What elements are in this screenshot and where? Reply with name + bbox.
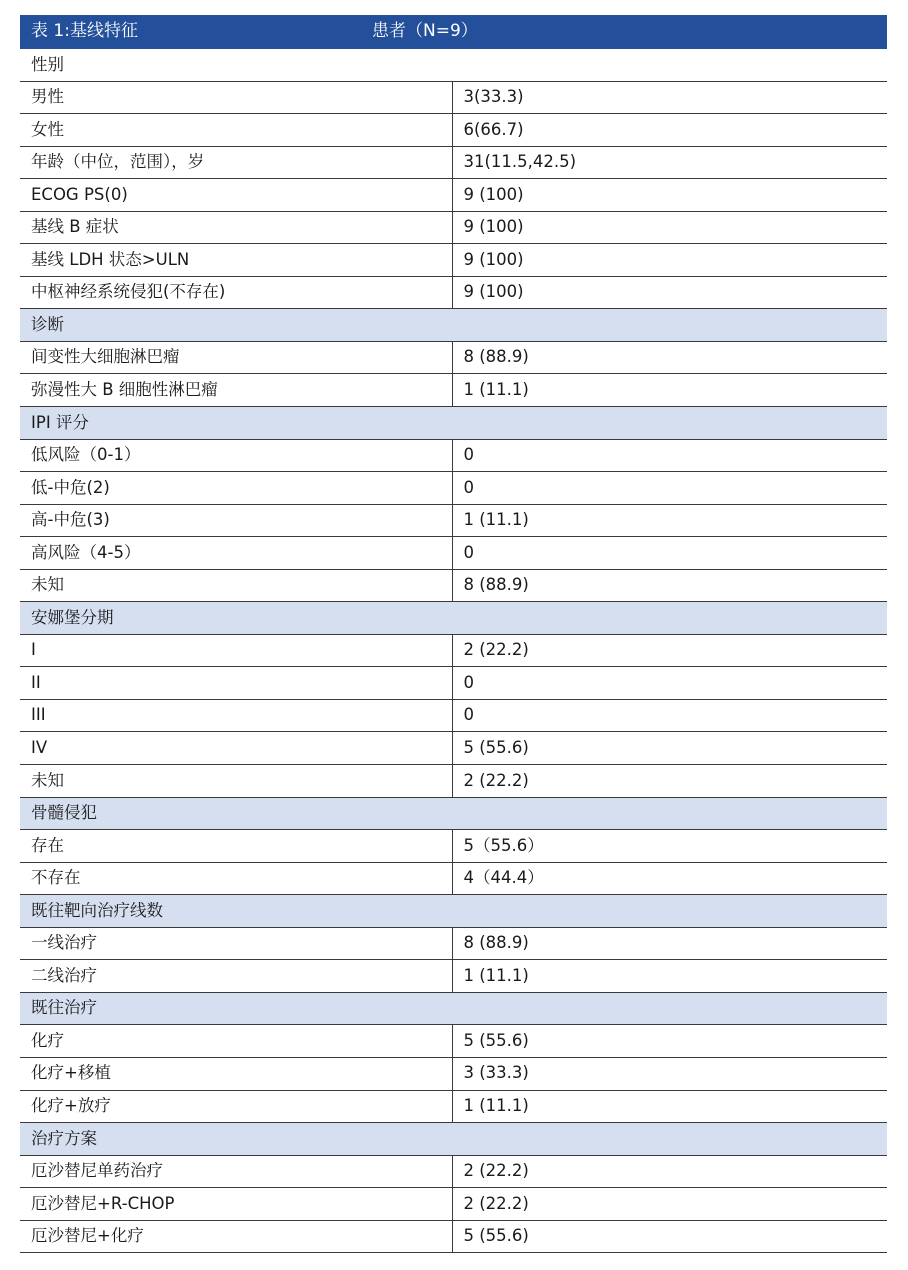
row-value: 9 (100) <box>452 244 887 277</box>
row-label: 年龄（中位，范围），岁 <box>20 146 452 179</box>
row-label: 未知 <box>20 765 452 798</box>
section-header-row <box>20 1123 887 1156</box>
row-value: 1 (11.1) <box>452 374 887 407</box>
row-value: 5 (55.6) <box>452 732 887 765</box>
row-label: II <box>20 667 452 700</box>
table-row <box>20 114 887 147</box>
row-value: 5 (55.6) <box>452 1025 887 1058</box>
row-label: 存在 <box>20 830 452 863</box>
row-label: III <box>20 699 452 732</box>
row-label: 化疗+放疗 <box>20 1090 452 1123</box>
row-label: 基线 LDH 状态>ULN <box>20 244 452 277</box>
row-value: 5 (55.6) <box>452 1220 887 1253</box>
table-row <box>20 634 887 667</box>
row-value: 2 (22.2) <box>452 1155 887 1188</box>
table-row <box>20 1188 887 1221</box>
row-label: 化疗+移植 <box>20 1057 452 1090</box>
row-label: 中枢神经系统侵犯(不存在) <box>20 276 452 309</box>
table-body <box>20 49 887 1253</box>
row-value: 0 <box>452 439 887 472</box>
row-label: 厄沙替尼单药治疗 <box>20 1155 452 1188</box>
row-label: 不存在 <box>20 862 452 895</box>
column-header <box>372 15 887 49</box>
table-row <box>20 244 887 277</box>
row-value: 2 (22.2) <box>452 1188 887 1221</box>
row-value: 1 (11.1) <box>452 1090 887 1123</box>
table-row <box>20 667 887 700</box>
row-label: IV <box>20 732 452 765</box>
row-value: 0 <box>452 472 887 505</box>
row-label: 高-中危(3) <box>20 504 452 537</box>
table-row <box>20 699 887 732</box>
row-value: 8 (88.9) <box>452 341 887 374</box>
table-row <box>20 537 887 570</box>
section-header-row <box>20 309 887 342</box>
table-row <box>20 1155 887 1188</box>
row-label: 厄沙替尼+化疗 <box>20 1220 452 1253</box>
row-label: 二线治疗 <box>20 960 452 993</box>
table-row <box>20 765 887 798</box>
table-row <box>20 211 887 244</box>
row-value: 4（44.4） <box>452 862 887 895</box>
row-value: 3 (33.3) <box>452 1057 887 1090</box>
section-label: 既往治疗 <box>20 992 887 1025</box>
table-row <box>20 81 887 114</box>
table-row <box>20 1090 887 1123</box>
row-value: 8 (88.9) <box>452 927 887 960</box>
table-header-row <box>20 15 887 49</box>
table-title: 表 1:基线特征 <box>20 15 452 49</box>
table-row <box>20 569 887 602</box>
row-value: 0 <box>452 699 887 732</box>
row-label: 未知 <box>20 569 452 602</box>
table-row <box>20 504 887 537</box>
row-label: 高风险（4-5） <box>20 537 452 570</box>
row-label: 间变性大细胞淋巴瘤 <box>20 341 452 374</box>
row-label: 低风险（0-1） <box>20 439 452 472</box>
table-row <box>20 862 887 895</box>
section-header-row <box>20 797 887 830</box>
row-value: 1 (11.1) <box>452 504 887 537</box>
row-value: 2 (22.2) <box>452 634 887 667</box>
table-row <box>20 1220 887 1253</box>
row-value: 9 (100) <box>452 276 887 309</box>
table-row <box>20 732 887 765</box>
section-label: 性别 <box>20 49 887 82</box>
row-label: I <box>20 634 452 667</box>
table-row <box>20 830 887 863</box>
row-value: 0 <box>452 667 887 700</box>
section-label: 诊断 <box>20 309 887 342</box>
row-label: 女性 <box>20 114 452 147</box>
row-value: 9 (100) <box>452 211 887 244</box>
row-value: 0 <box>452 537 887 570</box>
section-label: 治疗方案 <box>20 1123 887 1156</box>
row-value: 31(11.5,42.5) <box>452 146 887 179</box>
table-row <box>20 960 887 993</box>
table-row <box>20 341 887 374</box>
table-row <box>20 276 887 309</box>
column-header-label: 患者（N=9） <box>372 21 478 41</box>
row-value: 3(33.3) <box>452 81 887 114</box>
row-value: 8 (88.9) <box>452 569 887 602</box>
row-label: 低-中危(2) <box>20 472 452 505</box>
row-label: 一线治疗 <box>20 927 452 960</box>
table-row <box>20 439 887 472</box>
row-label: 化疗 <box>20 1025 452 1058</box>
section-label: 既往靶向治疗线数 <box>20 895 887 928</box>
table-row <box>20 927 887 960</box>
row-label: 基线 B 症状 <box>20 211 452 244</box>
row-value: 9 (100) <box>452 179 887 212</box>
row-value: 1 (11.1) <box>452 960 887 993</box>
row-label: 弥漫性大 B 细胞性淋巴瘤 <box>20 374 452 407</box>
group-label-row <box>20 49 887 82</box>
row-label: ECOG PS(0) <box>20 179 452 212</box>
section-header-row <box>20 992 887 1025</box>
section-header-row <box>20 895 887 928</box>
section-label: IPI 评分 <box>20 407 887 440</box>
table-row <box>20 472 887 505</box>
table-row <box>20 1057 887 1090</box>
table-row <box>20 179 887 212</box>
row-value: 5（55.6） <box>452 830 887 863</box>
row-label: 男性 <box>20 81 452 114</box>
section-header-row <box>20 602 887 635</box>
section-label: 安娜堡分期 <box>20 602 887 635</box>
table-row <box>20 374 887 407</box>
section-header-row <box>20 407 887 440</box>
table-row <box>20 1025 887 1058</box>
baseline-characteristics-table <box>20 15 887 1253</box>
row-value: 6(66.7) <box>452 114 887 147</box>
section-label: 骨髓侵犯 <box>20 797 887 830</box>
table-row <box>20 146 887 179</box>
row-value: 2 (22.2) <box>452 765 887 798</box>
row-label: 厄沙替尼+R-CHOP <box>20 1188 452 1221</box>
